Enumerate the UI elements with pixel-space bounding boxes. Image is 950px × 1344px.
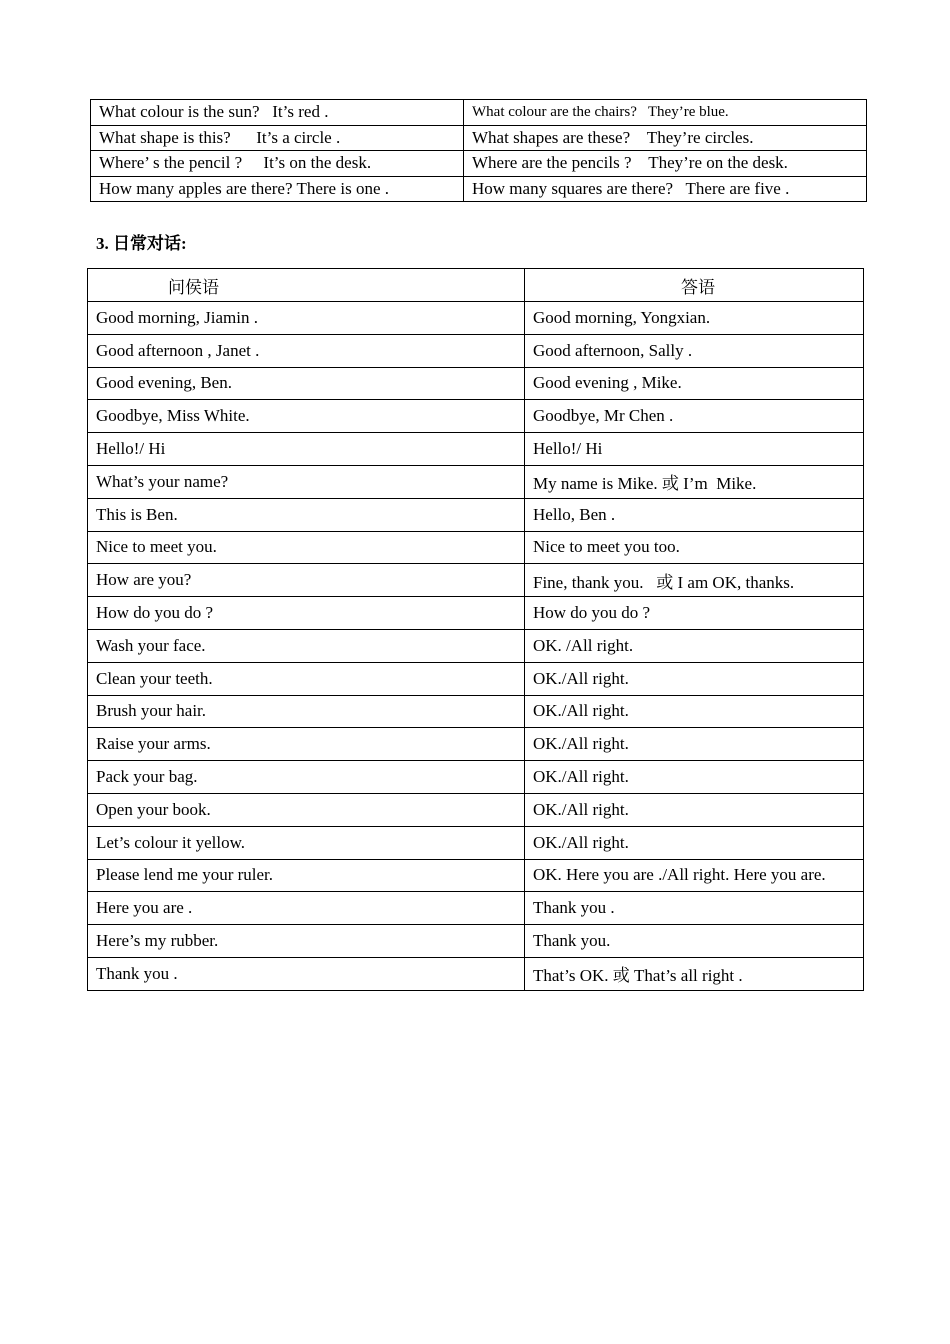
table-row <box>88 597 864 630</box>
table-header-row <box>88 269 864 302</box>
reply-cell: That’s OK. 或 That’s all right . <box>525 957 864 990</box>
question-answer-cell: How many squares are there? There are five . <box>464 176 867 202</box>
table-row <box>88 695 864 728</box>
greeting-cell: Pack your bag. <box>88 761 525 794</box>
question-answer-cell: What shapes are these? They’re circles. <box>464 125 867 151</box>
reply-cell: Good evening , Mike. <box>525 367 864 400</box>
table-row <box>91 100 867 126</box>
table-row <box>88 531 864 564</box>
greeting-cell: Good morning, Jiamin . <box>88 302 525 335</box>
reply-cell: Hello!/ Hi <box>525 433 864 466</box>
question-answer-cell: What shape is this? It’s a circle . <box>91 125 464 151</box>
table-row <box>88 498 864 531</box>
greeting-cell: Nice to meet you. <box>88 531 525 564</box>
greeting-cell: Let’s colour it yellow. <box>88 826 525 859</box>
greeting-cell: Open your book. <box>88 793 525 826</box>
table-row <box>88 761 864 794</box>
greeting-cell: Clean your teeth. <box>88 662 525 695</box>
reply-cell: Thank you . <box>525 892 864 925</box>
greeting-cell: How do you do ? <box>88 597 525 630</box>
reply-cell: OK./All right. <box>525 793 864 826</box>
daily-dialogue-table <box>87 268 864 991</box>
table-row <box>88 793 864 826</box>
reply-cell: Nice to meet you too. <box>525 531 864 564</box>
greeting-cell: Thank you . <box>88 957 525 990</box>
question-answer-cell: How many apples are there? There is one . <box>91 176 464 202</box>
header-greeting: 问侯语 <box>88 269 525 302</box>
reply-cell: Hello, Ben . <box>525 498 864 531</box>
greeting-cell: Here you are . <box>88 892 525 925</box>
reply-cell: My name is Mike. 或 I’m Mike. <box>525 465 864 498</box>
table-row <box>88 400 864 433</box>
reply-cell: OK./All right. <box>525 728 864 761</box>
section-heading: 3. 日常对话: <box>96 234 187 253</box>
greeting-cell: How are you? <box>88 564 525 597</box>
table-row <box>88 629 864 662</box>
greeting-cell: Please lend me your ruler. <box>88 859 525 892</box>
table-row <box>88 367 864 400</box>
reply-cell: OK./All right. <box>525 826 864 859</box>
reply-cell: OK. Here you are ./All right. Here you are. <box>525 859 864 892</box>
reply-cell: Thank you. <box>525 925 864 958</box>
colour-shape-qa-table <box>90 99 867 202</box>
question-answer-cell: Where are the pencils ? They’re on the desk. <box>464 151 867 177</box>
table-row <box>88 433 864 466</box>
reply-cell: OK./All right. <box>525 695 864 728</box>
table-row <box>88 957 864 990</box>
greeting-cell: Brush your hair. <box>88 695 525 728</box>
table-row <box>88 302 864 335</box>
reply-cell: OK./All right. <box>525 662 864 695</box>
table-row <box>88 465 864 498</box>
greeting-cell: Good evening, Ben. <box>88 367 525 400</box>
question-answer-cell: Where’ s the pencil ? It’s on the desk. <box>91 151 464 177</box>
reply-cell: Good morning, Yongxian. <box>525 302 864 335</box>
question-answer-cell: What colour are the chairs? They’re blue. <box>464 100 867 126</box>
table-row <box>91 151 867 177</box>
greeting-cell: Raise your arms. <box>88 728 525 761</box>
table-row <box>91 125 867 151</box>
reply-cell: OK. /All right. <box>525 629 864 662</box>
reply-cell: How do you do ? <box>525 597 864 630</box>
greeting-cell: What’s your name? <box>88 465 525 498</box>
table-row <box>88 826 864 859</box>
table-row <box>91 176 867 202</box>
table-row <box>88 892 864 925</box>
greeting-cell: Wash your face. <box>88 629 525 662</box>
question-answer-cell: What colour is the sun? It’s red . <box>91 100 464 126</box>
reply-cell: Goodbye, Mr Chen . <box>525 400 864 433</box>
table-row <box>88 925 864 958</box>
table-row <box>88 859 864 892</box>
reply-cell: Good afternoon, Sally . <box>525 334 864 367</box>
reply-cell: Fine, thank you. 或 I am OK, thanks. <box>525 564 864 597</box>
greeting-cell: Here’s my rubber. <box>88 925 525 958</box>
table-row <box>88 564 864 597</box>
greeting-cell: Goodbye, Miss White. <box>88 400 525 433</box>
reply-cell: OK./All right. <box>525 761 864 794</box>
table-row <box>88 662 864 695</box>
greeting-cell: Good afternoon , Janet . <box>88 334 525 367</box>
greeting-cell: This is Ben. <box>88 498 525 531</box>
table-row <box>88 728 864 761</box>
greeting-cell: Hello!/ Hi <box>88 433 525 466</box>
table-row <box>88 334 864 367</box>
header-reply: 答语 <box>525 269 864 302</box>
